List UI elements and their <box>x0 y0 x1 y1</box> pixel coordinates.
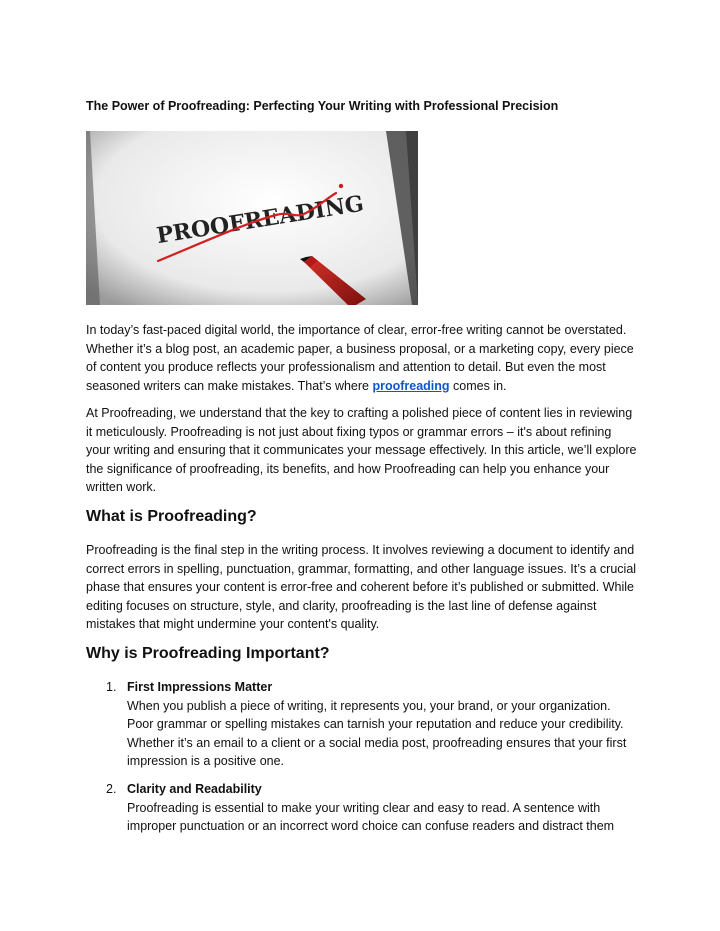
intro-paragraph <box>86 321 638 395</box>
list-item-title: Clarity and Readability <box>127 782 262 796</box>
about-paragraph: At Proofreading, we understand that the key to crafting a polished piece of content lies in reviewing it meticulously. Proofreading is not just about fixing typos or grammar errors – it's about refining your writing and ensuring that it communicates your message effectively. In this article, we’ll explore the significance of proofreading, its benefits, and how Proofreading can help you enhance your written work. <box>86 406 637 494</box>
section-heading-why-important: Why is Proofreading Important? <box>86 645 330 662</box>
proofreading-link[interactable]: proofreading <box>372 378 450 393</box>
hero-word: PROOFREADING <box>154 190 366 250</box>
intro-text-before-link: In today’s fast-paced digital world, the importance of clear, error-free writing cannot be overstated. Whether it’s a blog post, an academic paper, a business proposal, or a marketing copy, every piece of content you produce reflects your professionalism and attention to detail. But even the most seasoned writers can make mistakes. That’s where <box>86 323 634 393</box>
what-is-paragraph: Proofreading is the final step in the writing process. It involves reviewing a document to identify and correct errors in spelling, punctuation, grammar, formatting, and other language issues. It’s a crucial phase that ensures your content is error-free and coherent before it’s published or submitted. While editing focuses on structure, style, and clarity, proofreading is the last line of defense against mistakes that might undermine your content's quality. <box>86 543 637 631</box>
proofreading-illustration <box>86 131 418 305</box>
list-item-number: 2. <box>106 782 117 796</box>
intro-text-after-link: comes in. <box>449 378 507 393</box>
list-item-title: First Impressions Matter <box>127 680 273 694</box>
section-heading-what-is: What is Proofreading? <box>86 508 257 525</box>
document-title: The Power of Proofreading: Perfecting Your Writing with Professional Precision <box>86 99 559 113</box>
list-item-text: Proofreading is essential to make your writing clear and easy to read. A sentence with improper punctuation or an incorrect word choice can confuse readers and distract them <box>127 800 615 833</box>
hero-image <box>86 131 418 305</box>
list-item-number: 1. <box>106 680 117 694</box>
list-item-text: When you publish a piece of writing, it represents you, your brand, or your organization. Poor grammar or spelling mistakes can tarnish your reputation and reduce your credibility. Whether it’s an email to a client or a social media post, proofreading ensures that your first impression is a positive one. <box>127 698 627 768</box>
